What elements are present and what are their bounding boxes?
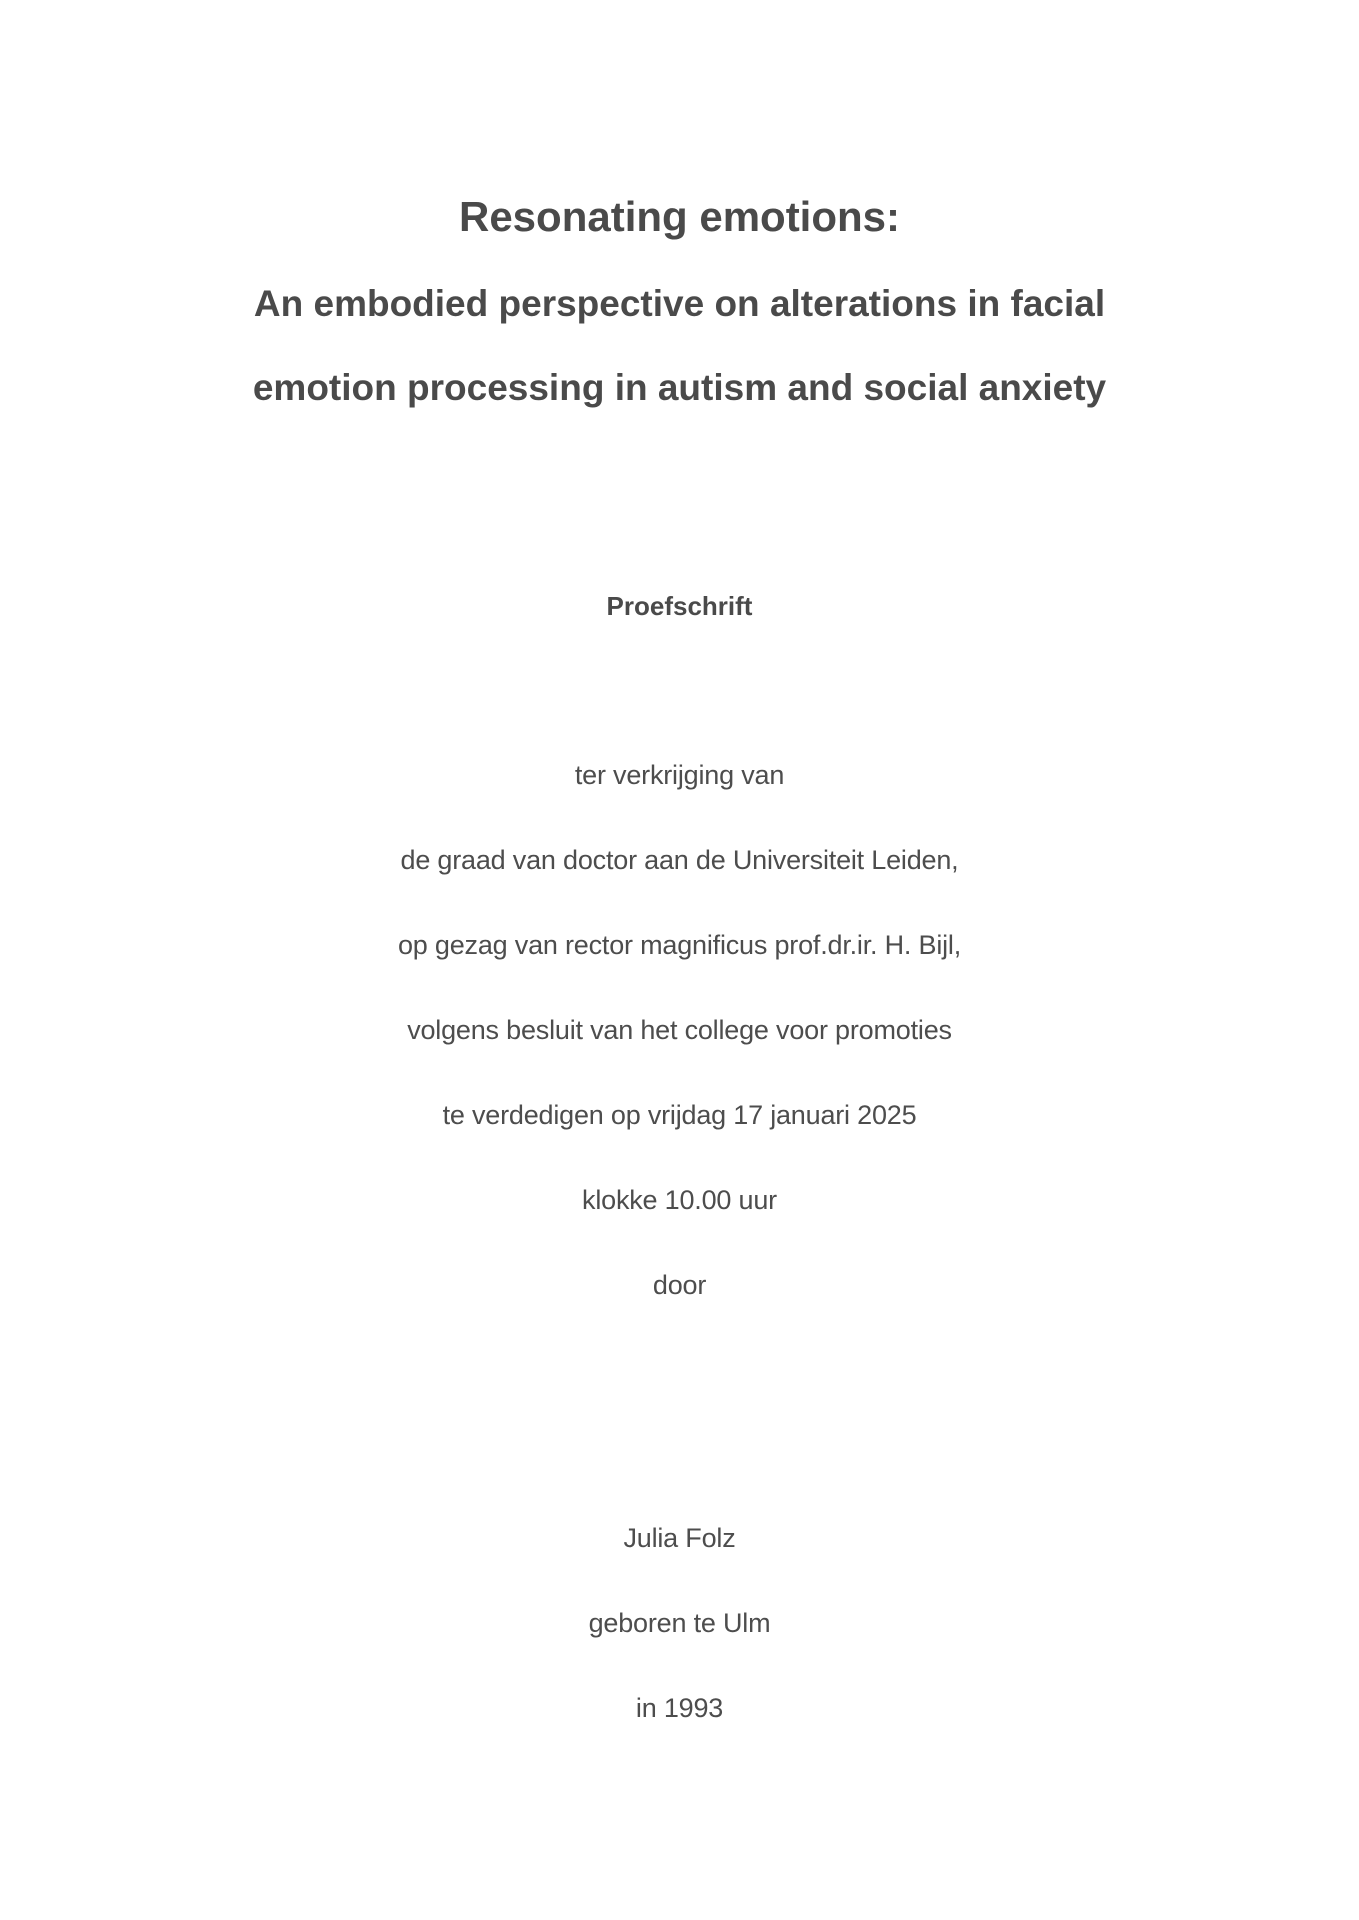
statement-line: volgens besluit van het college voor promoties — [407, 1015, 952, 1045]
author-name: Julia Folz — [623, 1523, 736, 1553]
statement-line: op gezag van rector magnificus prof.dr.ir. H. Bijl, — [397, 930, 962, 960]
author-birth-year: in 1993 — [635, 1693, 724, 1723]
thesis-title: Resonating emotions: — [458, 193, 901, 240]
thesis-subtitle-line-2: emotion processing in autism and social anxiety — [252, 367, 1107, 408]
defense-time: klokke 10.00 uur — [582, 1185, 777, 1215]
statement-line: de graad van doctor aan de Universiteit Leiden, — [400, 845, 959, 875]
author-birthplace: geboren te Ulm — [588, 1608, 771, 1638]
document-type: Proefschrift — [606, 591, 753, 621]
statement-line: door — [652, 1270, 707, 1300]
thesis-subtitle-line-1: An embodied perspective on alterations in facial — [253, 283, 1106, 324]
statement-line: ter verkrijging van — [574, 760, 785, 790]
defense-date: te verdedigen op vrijdag 17 januari 2025 — [442, 1100, 917, 1130]
